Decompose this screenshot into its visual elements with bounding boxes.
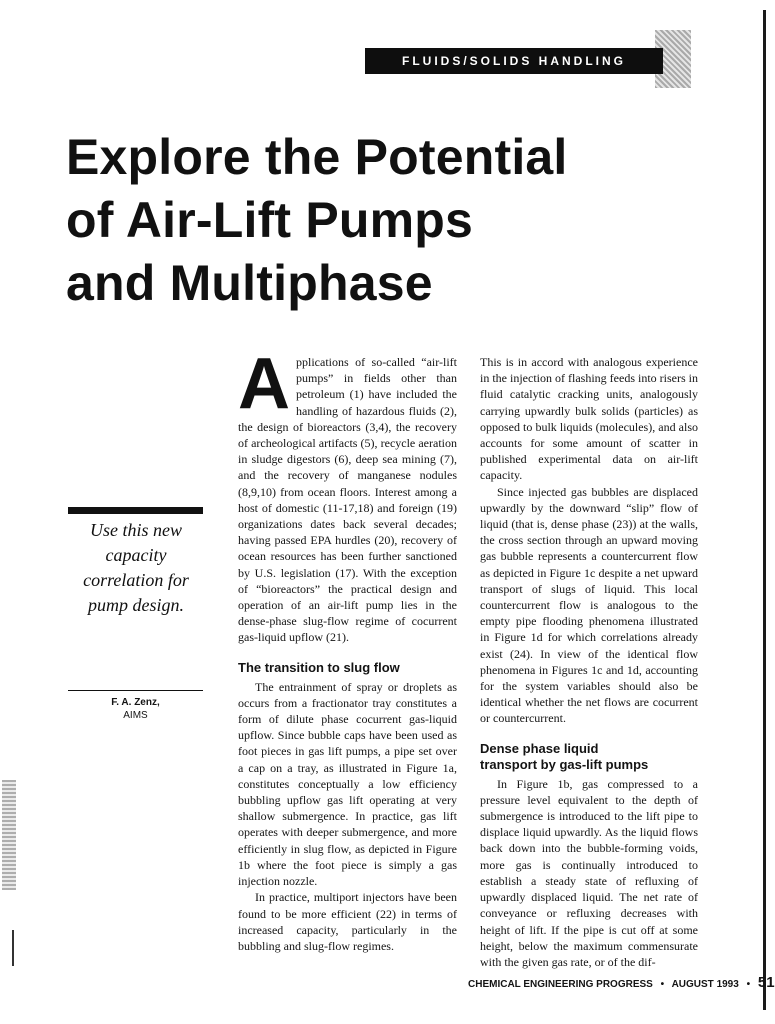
body-paragraph: In practice, multiport injectors have been found to be more efficient (22) in terms of increased capacity, particularly in the bubbling and slug-flow regimes. [238, 890, 457, 953]
page-footer [468, 974, 775, 991]
drop-cap: A [238, 344, 290, 424]
issue-date: AUGUST 1993 [671, 979, 739, 990]
pull-quote-rule [68, 507, 203, 514]
intro-paragraph [238, 344, 457, 646]
title-line: and Multiphase [66, 255, 433, 311]
page-number: 51 [757, 974, 775, 991]
scan-artifact [2, 780, 16, 890]
title-line: of Air-Lift Pumps [66, 192, 474, 248]
scan-artifact [12, 930, 14, 966]
footer-bullet: • [746, 979, 751, 990]
footer-bullet: • [660, 979, 665, 990]
title-line: Explore the Potential [66, 129, 568, 185]
body-paragraph: The entrainment of spray or droplets as occurs from a fractionator tray constitutes a form of dilute phase cocurrent gas-liquid upflow. Since bubble caps have been used as foot pieces in gas lift pumps, a pipe set over a cap on a tray, as illustrated in Figure 1a, constitutes conceptually a low efficiency bubbling upflow gas lift operating at very shallow submergence. In practice, gas lift operates with deeper submergence, and more efficiently in slug flow, as depicted in Figure 1b where the foot piece is simply a gas injection nozzle. [238, 679, 457, 889]
text-column-1 [238, 344, 457, 954]
body-paragraph: This is in accord with analogous experience in the injection of flashing feeds into risers in fluid catalytic cracking units, analogously carrying upwardly bulk solids (particles) as opposed to bulk liquids (molecules), and also accounts for some amount of scatter in published experimental data on air-lift capacity. [480, 355, 698, 483]
section-heading: The transition to slug flow [238, 659, 400, 675]
byline [68, 696, 203, 722]
section-banner: FLUIDS/SOLIDS HANDLING [365, 48, 663, 74]
heading-line: Dense phase liquid [480, 740, 599, 756]
intro-text: pplications of so-called “air-lift pumps” in fields other than petroleum (1) have included the handling of hazardous fluids (2), the design of bioreactors (3,4), the recovery of archeological artifacts (5), recycle aeration in sludge digestors (6), deep sea mining (7), and the recovery of manganese nodules (8,9,10) from ocean floors. Interest among a host of domestic (11-17,18) and foreign (19) organizations dates back several decades; having passed EPA hurdles (20), recovery of ocean resources has been further sanctioned by U.S. legislation (17). With the exception of “bioreactors” the practical design and operation of an air-lift pump lies in the dense-phase slug-flow regime of cocurrent gas-liquid upflow (21). [238, 355, 457, 645]
byline-rule [68, 690, 203, 691]
heading-line: transport by gas-lift pumps [480, 756, 649, 772]
article-title [66, 126, 726, 315]
body-paragraph: Since injected gas bubbles are displaced upwardly by the downward “slip” flow of liquid (that is, dense phase (23)) at the walls, the cross section through an upward moving gas bubble represents a countercurrent flow as depicted in Figure 1c despite a net upward transport of slugs of liquid. This local countercurrent flow is analogous to the empty pipe flooding phenomena illustrated in Figure 1d for which correlations already exist (24). In view of the identical flow phenomena in Figures 1c and 1d, accounting for the system variables should also be identical whether the net flows are cocurrent or countercurrent. [480, 484, 698, 726]
scan-edge [763, 10, 766, 1010]
pull-quote: Use this new capacity correlation for pump design. [83, 520, 189, 615]
body-paragraph: In Figure 1b, gas compressed to a pressure level equivalent to the depth of submergence is introduced to the lift pipe to displace liquid upwardly. As the liquid flows back down into the bubble-forming voids, more gas is continually introduced to establish a steady state of refluxing of upwardly displaced liquid. The net rate of conveyance or refluxing decreases with height of lift. If the pipe is cut off at some height, below the maximum commensurate with the given gas rate, or of the dif- [480, 776, 698, 969]
author-affiliation: AIMS [123, 710, 148, 721]
section-heading [480, 741, 698, 773]
text-column-2 [480, 354, 698, 970]
author-name: F. A. Zenz, [111, 697, 160, 708]
journal-name: CHEMICAL ENGINEERING PROGRESS [468, 979, 653, 990]
